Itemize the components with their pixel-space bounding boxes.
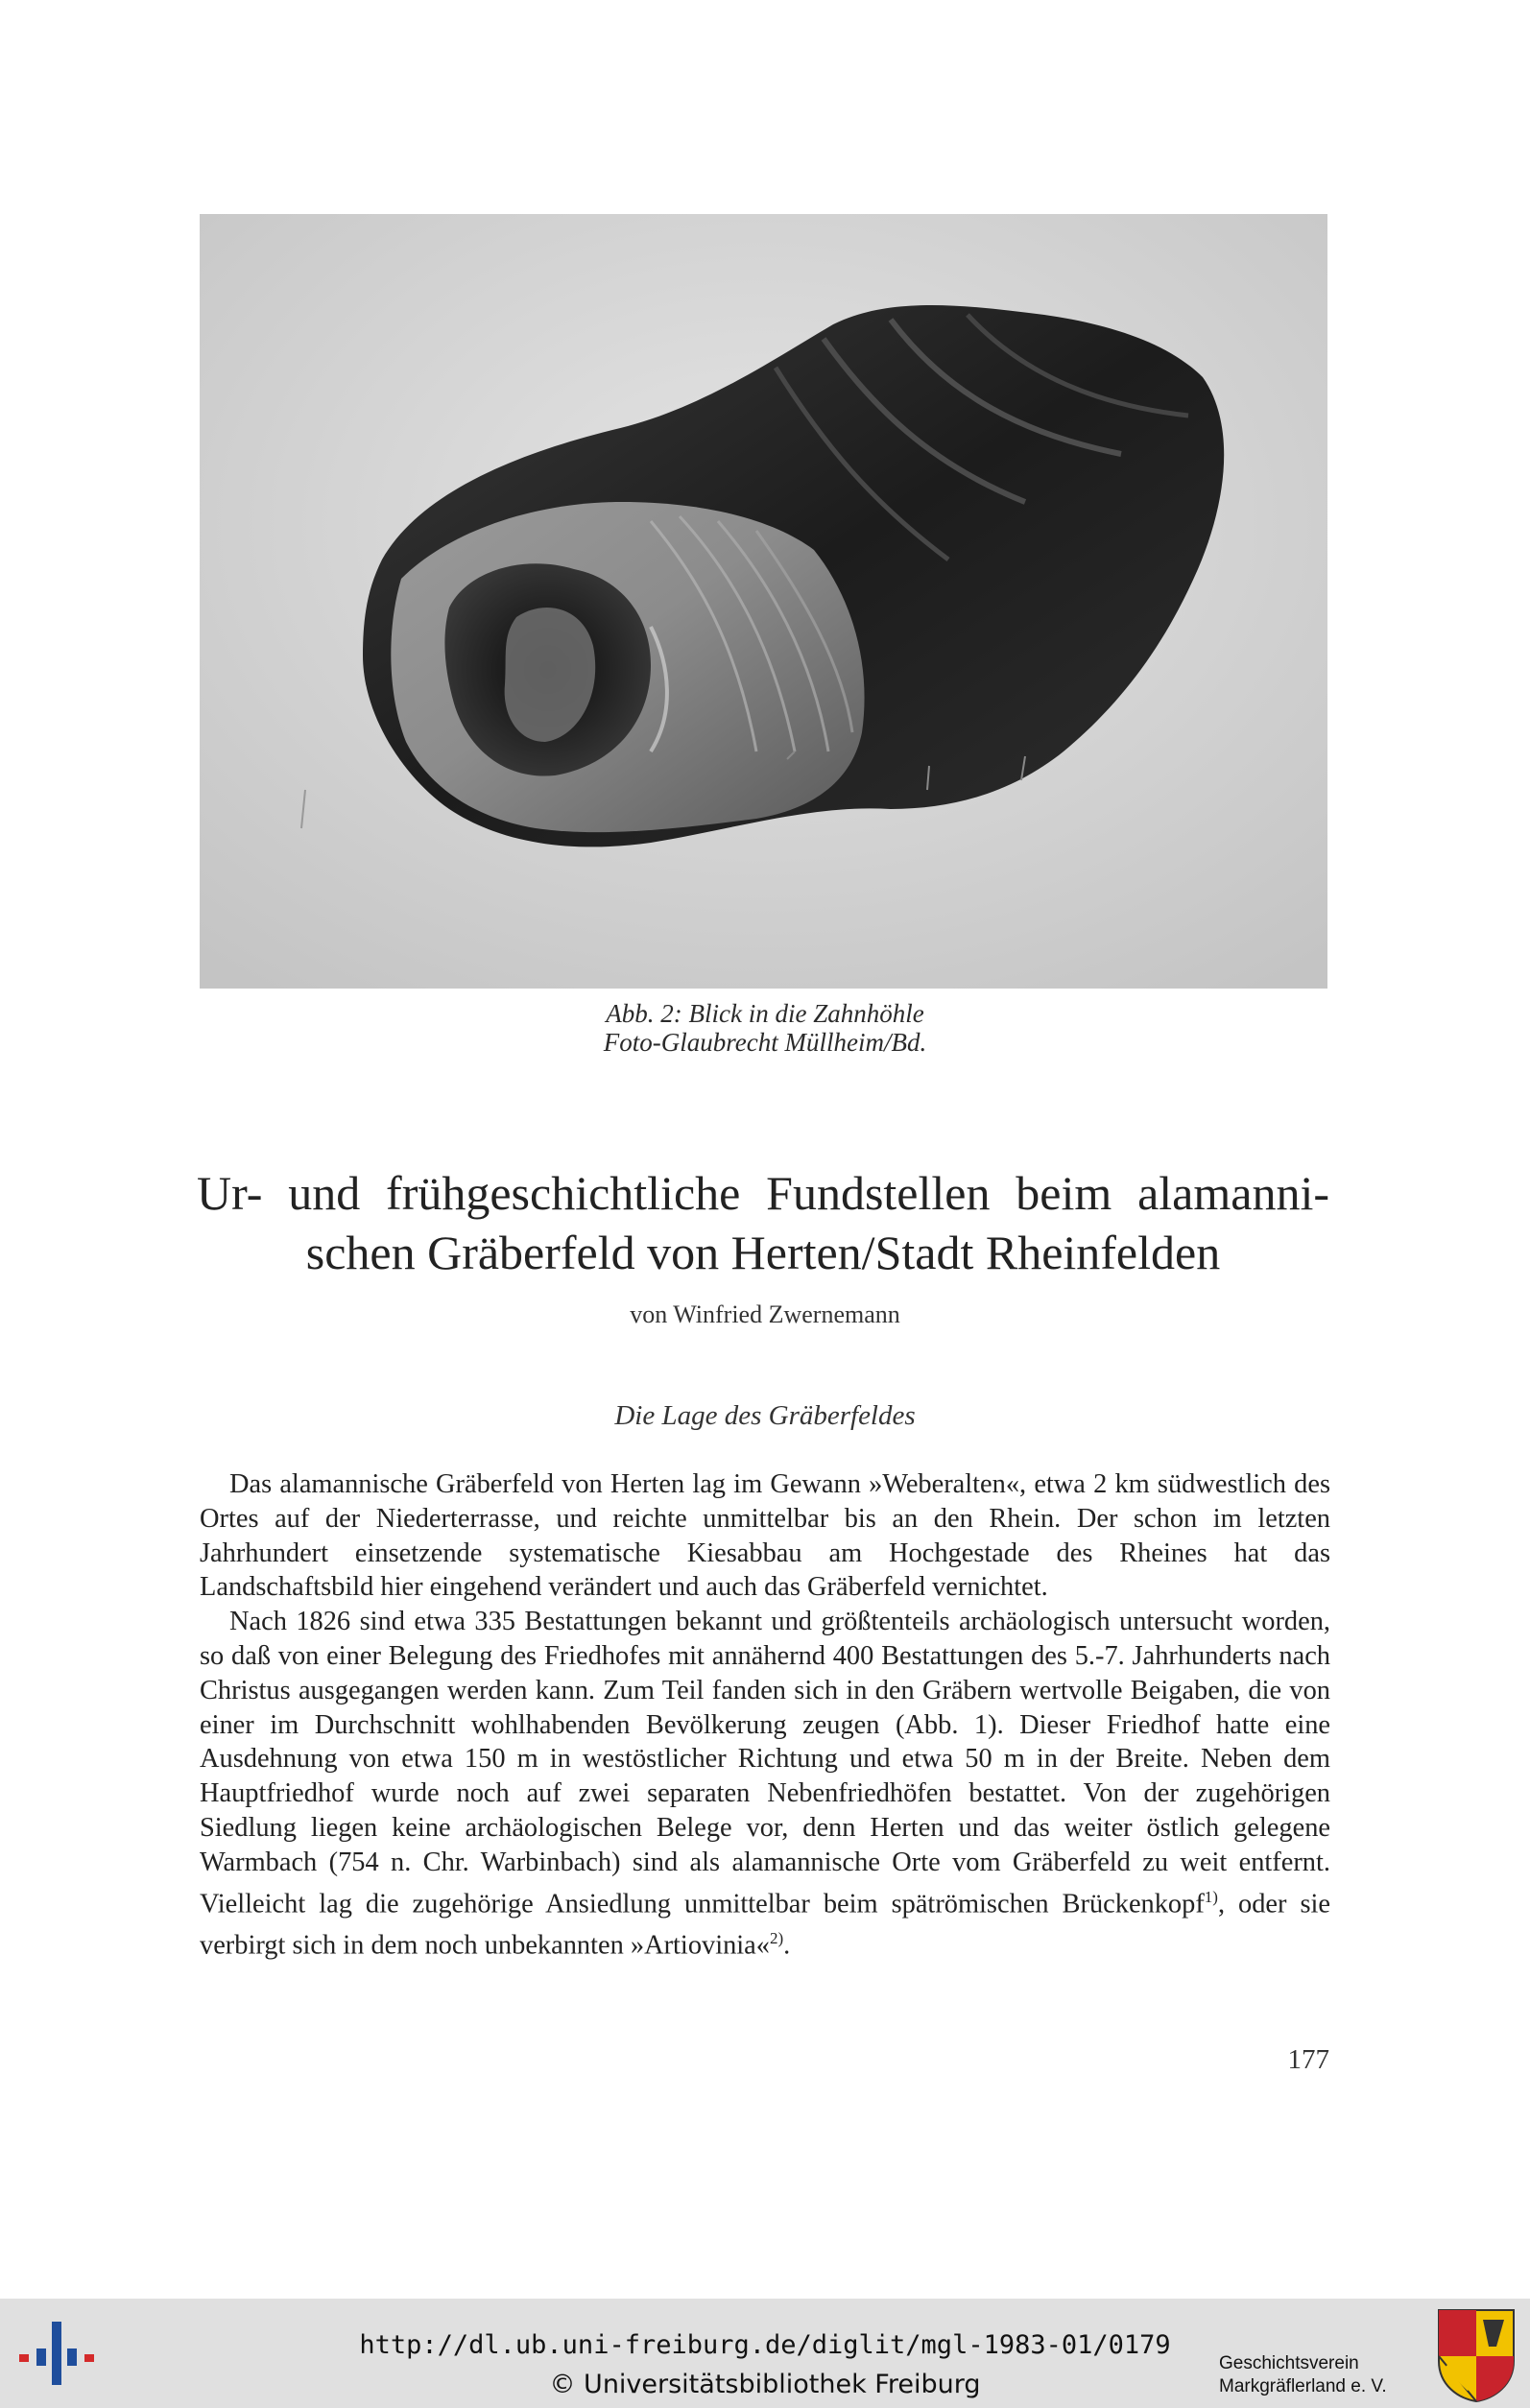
section-heading: Die Lage des Gräberfeldes (614, 1400, 916, 1431)
paragraph-2-text: Nach 1826 sind etwa 335 Bestattungen bekannt und größtenteils archäologisch untersucht worden, so daß von einer Belegung des Friedhofes mit annähernd 400 Bestattungen des 5.-7. Jahrhunderts nach Christus ausgegangen werden kann. Zum Teil fanden sich in den Gräbern wertvolle Beigaben, die von einer im Durchschnitt wohlhabenden Bevölkerung zeugen (Abb. 1). Dieser Friedhof hatte eine Ausdehnung von etwa 150 m in westöstlicher Richtung und etwa 50 m in der Breite. Neben dem Hauptfriedhof wurde noch auf zwei separaten Nebenfriedhöfen bestattet. Von der zugehörigen Siedlung liegen keine archäologischen Belege vor, denn Herten und das weiter östlich gelegene Warmbach (754 n. Chr. Warbinbach) sind als alamannische Orte vom Gräberfeld zu weit entfernt. Vielleicht lag die zugehörige Ansiedlung unmittelbar beim spätrömischen Brückenkopf (200, 1607, 1330, 1919)
copyright-notice: © Universitätsbibliothek Freiburg (549, 2370, 981, 2399)
article-title-line2: schen Gräberfeld von Herten/Stadt Rheinfelden (305, 1226, 1221, 1279)
society-name (1219, 2352, 1440, 2398)
footer-bar (0, 2299, 1530, 2408)
page-number: 177 (1287, 2044, 1329, 2075)
photo-credit: Foto-Glaubrecht Müllheim/Bd. (603, 1028, 927, 1057)
figure-caption: Abb. 2: Blick in die Zahnhöhle (606, 999, 924, 1028)
paragraph-2 (200, 1605, 1330, 1963)
article-author: von Winfried Zwernemann (630, 1300, 900, 1328)
tooth-image (200, 214, 1327, 989)
coat-of-arms-icon (1437, 2308, 1516, 2402)
society-name-line1: Geschichtsverein (1219, 2353, 1359, 2373)
document-url-link[interactable]: http://dl.ub.uni-freiburg.de/diglit/mgl-1983-01/0179 (359, 2330, 1171, 2360)
paragraph-1: Das alamannische Gräberfeld von Herten lag im Gewann »Weberalten«, etwa 2 km südwestlich des Ortes auf der Niederterrasse, und reichte unmittelbar bis an den Rhein. Der schon im letzten Jahrhundert einsetzende systematische Kiesabbau am Hochgestade des Rheines hat das Landschaftsbild hier eingehend verändert und auch das Gräberfeld vernichtet. (200, 1469, 1330, 1603)
footnote-ref-1: 1) (1204, 1887, 1218, 1906)
tooth-photograph (200, 214, 1327, 989)
footnote-ref-2: 2) (769, 1928, 784, 1947)
article-title-line1: Ur- und frühgeschichtliche Fundstellen beim alamanni- (197, 1166, 1329, 1220)
paragraph-2-end: . (783, 1930, 791, 1961)
article-body (200, 1467, 1330, 1963)
society-name-line2: Markgräflerland e. V. (1219, 2376, 1387, 2396)
paragraph-2-text-cont: , oder sie verbirgt sich in dem noch unbekannten »Artiovinia« (200, 1889, 1330, 1961)
article-title (197, 1163, 1329, 1282)
